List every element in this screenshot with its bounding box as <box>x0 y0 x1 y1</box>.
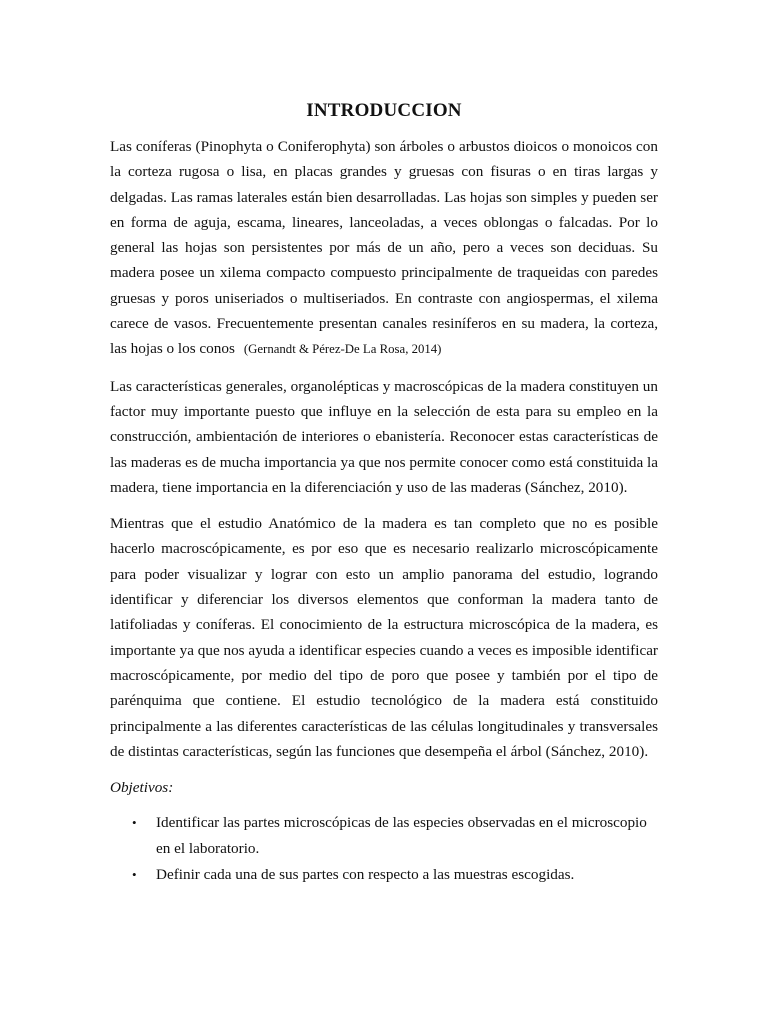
objective-text: Definir cada una de sus partes con respecto a las muestras escogidas. <box>156 866 575 884</box>
citation-field: (Gernandt & Pérez-De La Rosa, 2014) <box>243 342 442 357</box>
paragraph-3: Mientras que el estudio Anatómico de la madera es tan completo que no es posible hacerlo macroscópicamente, es por eso que es necesario realizarlo microscópicamente para poder visualizar y lograr con esto un amplio panorama del estudio, logrando identificar y diferenciar los diversos elementos que conforman la madera tanto de latifoliadas y coníferas. El conocimiento de la estructura microscópica de la madera, es importante ya que nos ayuda a identificar especies cuando a veces es imposible identificar macroscópicamente, por medio del tipo de poro que posee y también por el tipo de parénquima que contiene. El estudio tecnológico de la madera está constituido principalmente a las diferentes características de las células longitudinales y transversales de distintas características, según las funciones que desempeña el árbol (Sánchez, 2010). <box>110 515 658 760</box>
paragraph-1 <box>110 134 658 363</box>
list-item <box>110 862 658 887</box>
paragraph-1-text: Las coníferas (Pinophyta o Coniferophyta) son árboles o arbustos dioicos o monoicos con la corteza rugosa o lisa, en placas grandes y gruesas con fisuras o en tiras largas y delgadas. Las ramas laterales están bien desarrolladas. Las hojas son simples y pueden ser en forma de aguja, escama, lineares, lanceoladas, a veces oblongas o falcadas. Por lo general las hojas son persistentes por más de un año, pero a veces son deciduas. Su madera posee un xilema compacto compuesto principalmente de traqueidas con paredes gruesas y poros uniseriados o multiseriados. En contraste con angiospermas, el xilema carece de vasos. Frecuentemente presentan canales resiníferos en su madera, la corteza, las hojas o los conos <box>110 138 658 358</box>
objectives-heading: Objetivos: <box>110 779 174 797</box>
objective-text: Identificar las partes microscópicas de las especies observadas en el microscopio en el laboratorio. <box>156 814 647 857</box>
list-item <box>110 810 658 861</box>
bullet-icon: • <box>132 815 137 831</box>
document-title: INTRODUCCION <box>306 100 462 121</box>
bullet-icon: • <box>132 867 137 883</box>
document-page <box>110 96 658 996</box>
paragraph-2: Las características generales, organolépticas y macroscópicas de la madera constituyen un factor muy importante puesto que influye en la selección de esta para su empleo en la construcción, ambientación de interiores o ebanistería. Reconocer estas características de las maderas es de mucha importancia ya que nos permite conocer como está constituida la madera, tiene importancia en la diferenciación y uso de las maderas (Sánchez, 2010). <box>110 377 658 496</box>
objectives-list <box>110 810 658 887</box>
